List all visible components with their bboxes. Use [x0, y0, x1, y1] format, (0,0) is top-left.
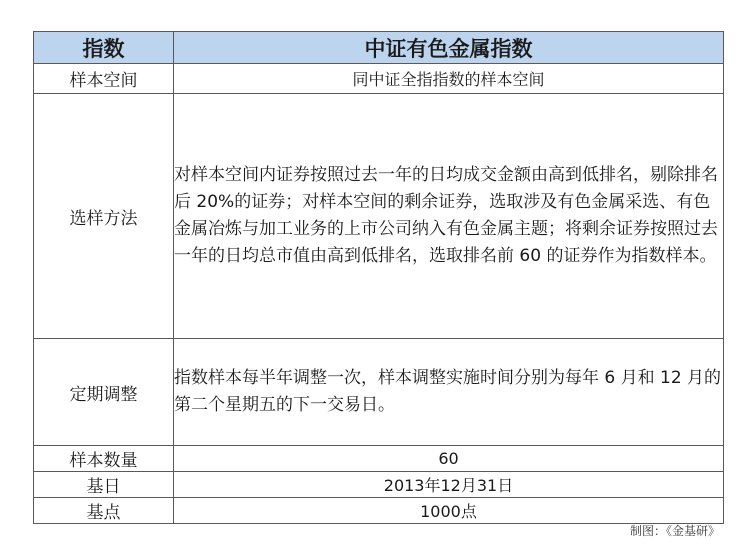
header-index-label: 指数 [34, 32, 174, 64]
table-row [34, 64, 724, 94]
row-label-periodic-adjustment: 定期调整 [34, 339, 174, 446]
row-label-selection-method: 选样方法 [34, 94, 174, 339]
index-info-table [33, 31, 724, 524]
row-label-sample-count: 样本数量 [34, 446, 174, 472]
chart-credit: 制图：《金基研》 [629, 524, 720, 538]
row-label-base-point: 基点 [34, 498, 174, 524]
table-row [34, 472, 724, 498]
table-row [34, 498, 724, 524]
table-header-row [34, 32, 724, 64]
row-value-selection-method: 对样本空间内证券按照过去一年的日均成交金额由高到低排名，剔除排名后 20%的证券；对样本空间的剩余证券，选取涉及有色金属采选、有色金属冶炼与加工业务的上市公司纳入有色金属主题；将剩余证券按照过去一年的日均总市值由高到低排名，选取排名前 60 的证券作为指数样本。 [174, 94, 724, 339]
header-index-name: 中证有色金属指数 [174, 32, 724, 64]
row-label-sample-space: 样本空间 [34, 64, 174, 94]
row-value-sample-count: 60 [174, 446, 724, 472]
row-label-base-date: 基日 [34, 472, 174, 498]
table-row [34, 339, 724, 446]
row-value-sample-space: 同中证全指指数的样本空间 [174, 64, 724, 94]
table-row [34, 94, 724, 339]
row-value-base-date: 2013年12月31日 [174, 472, 724, 498]
row-value-base-point: 1000点 [174, 498, 724, 524]
table-row [34, 446, 724, 472]
row-value-periodic-adjustment: 指数样本每半年调整一次，样本调整实施时间分别为每年 6 月和 12 月的第二个星期五的下一交易日。 [174, 339, 724, 446]
